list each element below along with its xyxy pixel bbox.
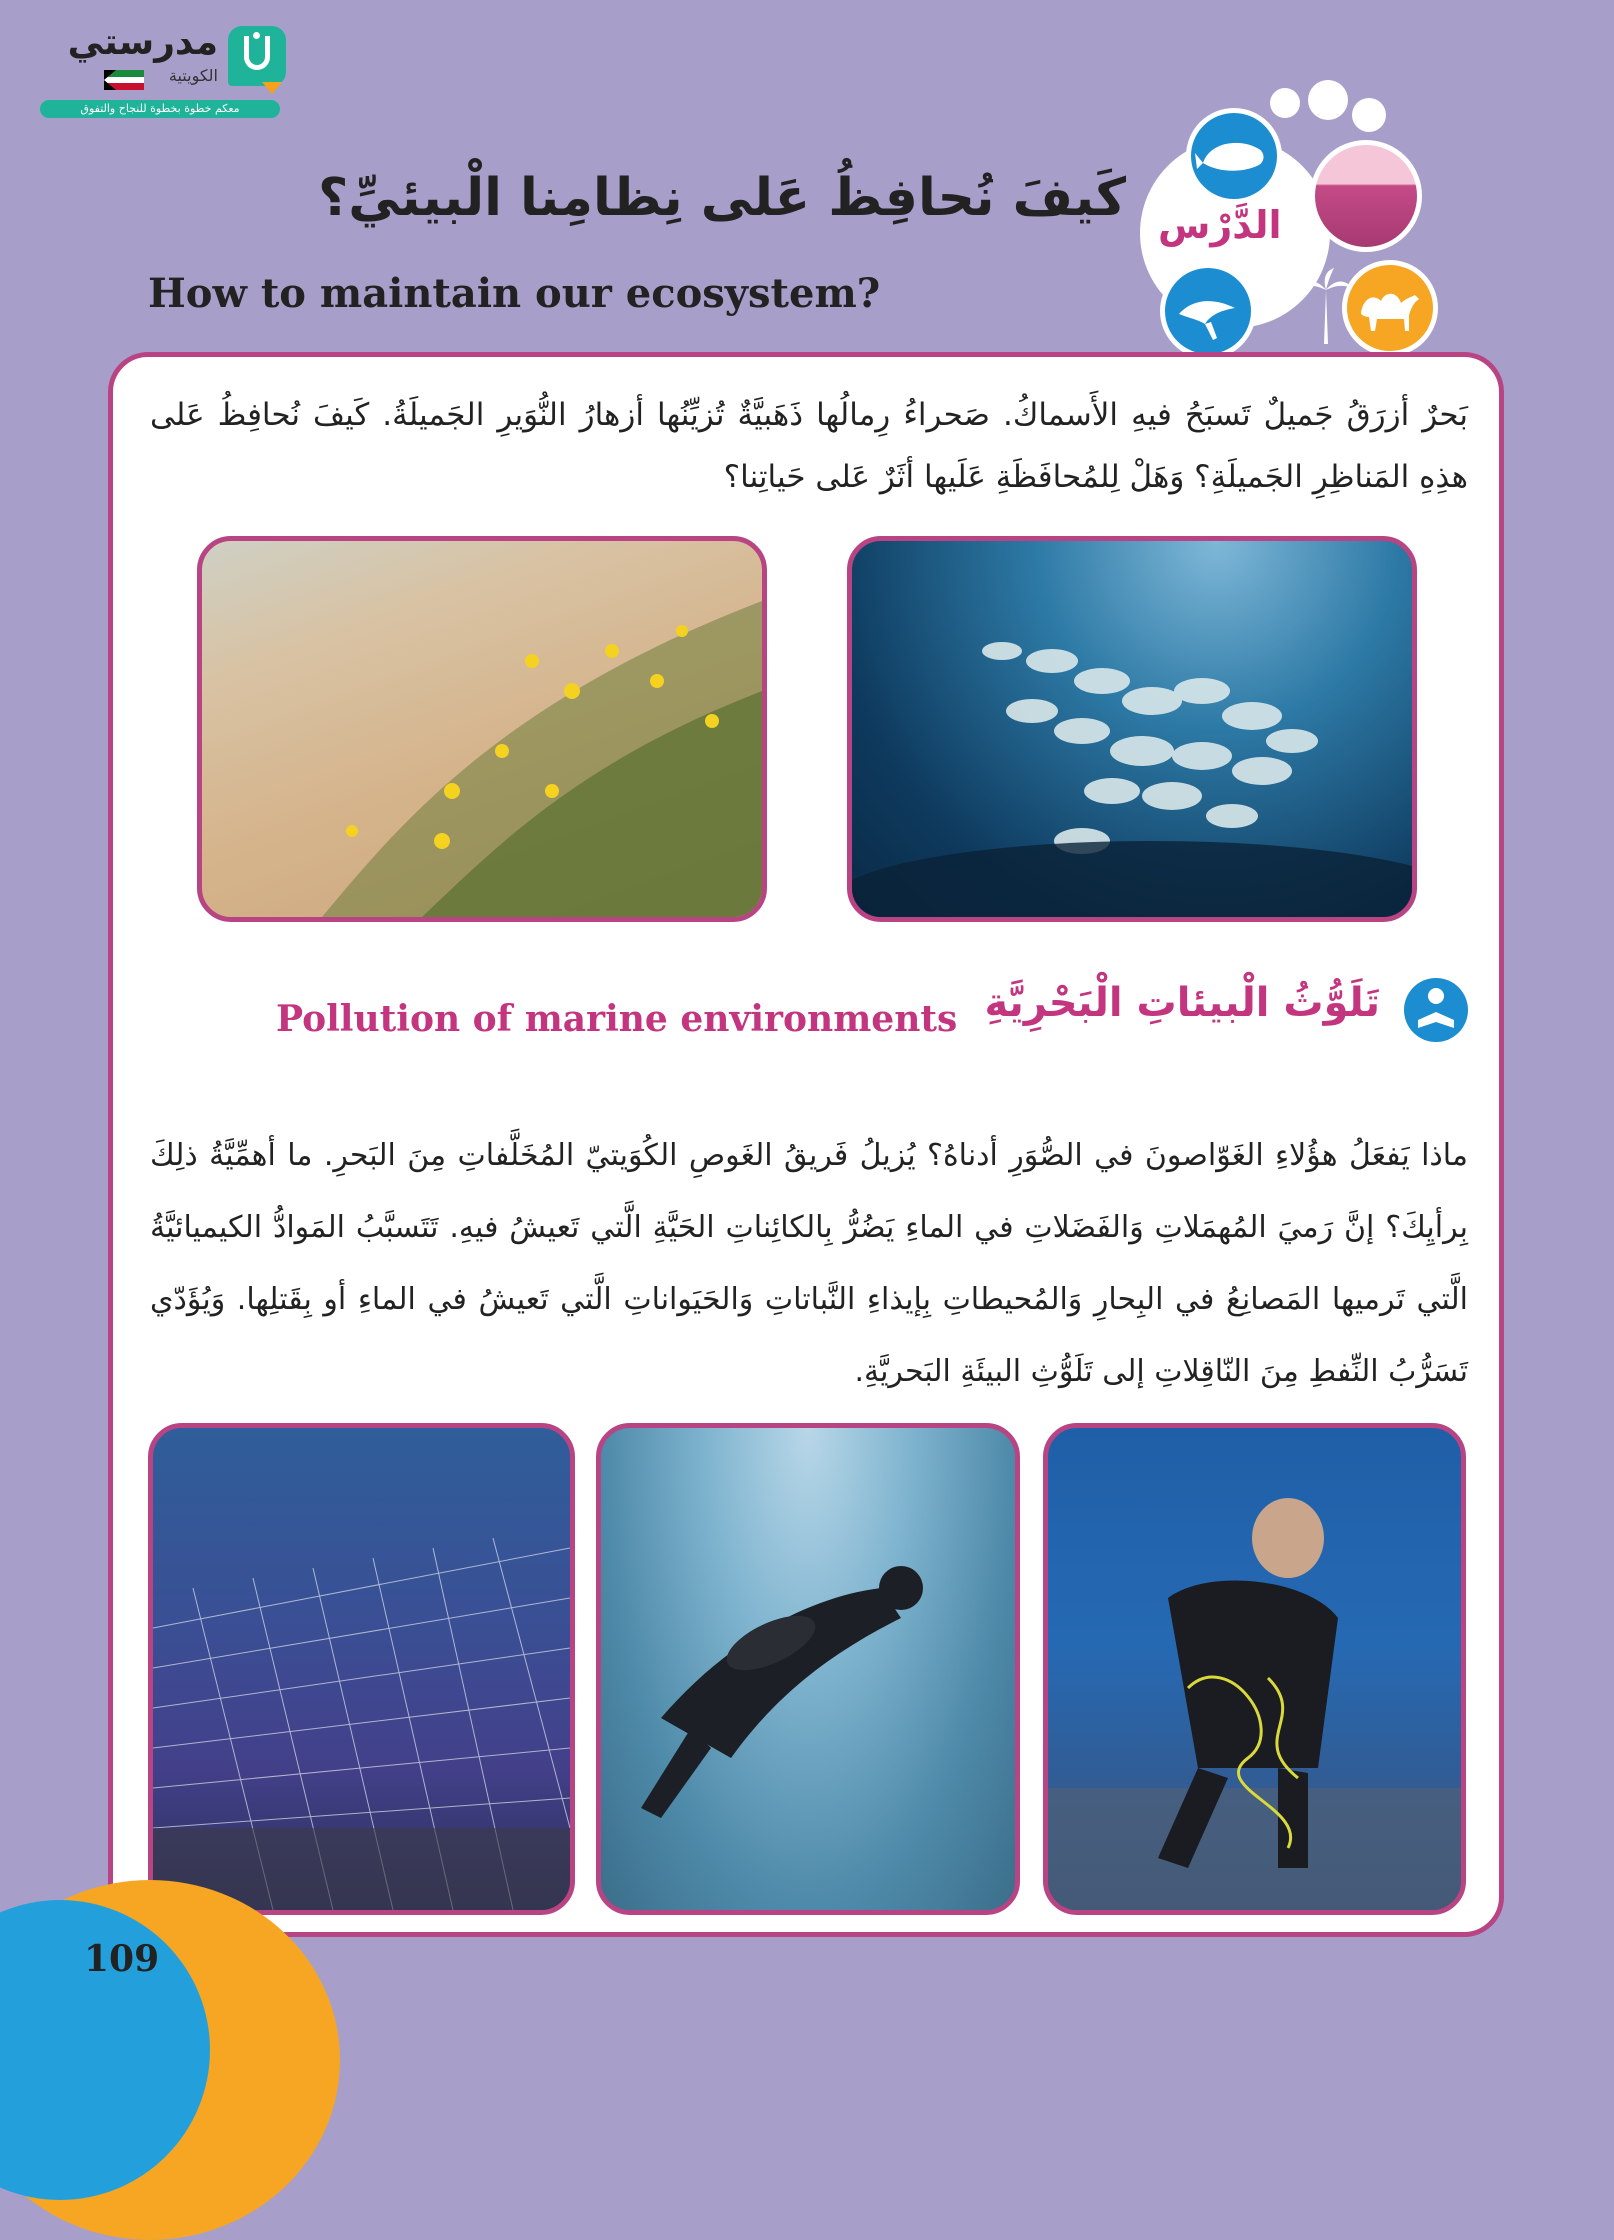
page-number: 109 [84,1938,160,1980]
landscape-icon [1310,140,1422,252]
desert-flowers-photo [197,536,767,922]
page-title-arabic: كَيفَ نُحافِظُ عَلى نِظامِنا الْبيئيِّ؟ [318,168,1126,228]
fish-school-photo [847,536,1417,922]
whale-icon [1186,108,1282,204]
lesson-badge [1120,78,1450,368]
logo-subtitle: الكويتية [168,66,218,85]
section-title-arabic: تَلَوُّثُ الْبيئاتِ الْبَحْرِيَّةِ [984,980,1380,1026]
bird-icon [1160,263,1256,359]
logo-tagline: معكم خطوة بخطوة للنجاح والتفوق [40,100,280,118]
intro-paragraph: بَحرٌ أزرَقُ جَميلٌ تَسبَحُ فيهِ الأَسماكُ. صَحراءُ رِمالُها ذَهَبيَّةٌ تُزيِّنُها أزهارُ النُّوَيرِ الجَميلَةُ. كَيفَ نُحافِظُ عَلى هذِهِ المَناظِرِ الجَميلَةِ؟ وَهَلْ لِلمُحافَظَةِ عَلَيها أثَرٌ عَلى حَياتِنا؟ [150,397,1468,495]
logo-mark-icon [228,26,286,86]
palm-tree-icon [1298,266,1354,350]
diver-collecting-debris-photo [1043,1423,1466,1915]
diver-swimming-photo [596,1423,1020,1915]
section-title-english: Pollution of marine environments [276,998,958,1040]
logo-name: مدرستي [67,22,218,63]
reading-child-icon [1404,978,1468,1042]
lesson-label: الدَّرْس [1158,203,1282,247]
body-paragraph: ماذا يَفعَلُ هؤُلاءِ الغَوّاصونَ في الصُّوَرِ أدناهُ؟ يُزيلُ فَريقُ الغَوصِ الكُوَيتيّ المُخَلَّفاتِ مِنَ البَحرِ. ما أهمِّيَّةُ ذلِكَ بِرأيِكَ؟ إنَّ رَميَ المُهمَلاتِ وَالفَضَلاتِ في الماءِ يَضُرُّ بِالكائِناتِ الحَيَّةِ الَّتي تَعيشُ فيهِ. تَتَسبَّبُ المَوادُّ الكيميائيَّةُ الَّتي تَرميها المَصانِعُ في البِحارِ وَالمُحيطاتِ بِإيذاءِ النَّباتاتِ وَالحَيَواناتِ الَّتي تَعيشُ في الماءِ أو بِقَتلِها. وَيُؤَدّي تَسَرُّبُ النِّفطِ مِنَ النّاقِلاتِ إلى تَلَوُّثِ البيئَةِ البَحريَّةِ. [150,1138,1468,1389]
brand-logo [38,22,288,122]
kuwait-flag-icon [104,70,144,90]
camel-icon [1342,260,1438,356]
fishing-net-photo [148,1423,575,1915]
page-title-english: How to maintain our ecosystem? [148,270,881,317]
